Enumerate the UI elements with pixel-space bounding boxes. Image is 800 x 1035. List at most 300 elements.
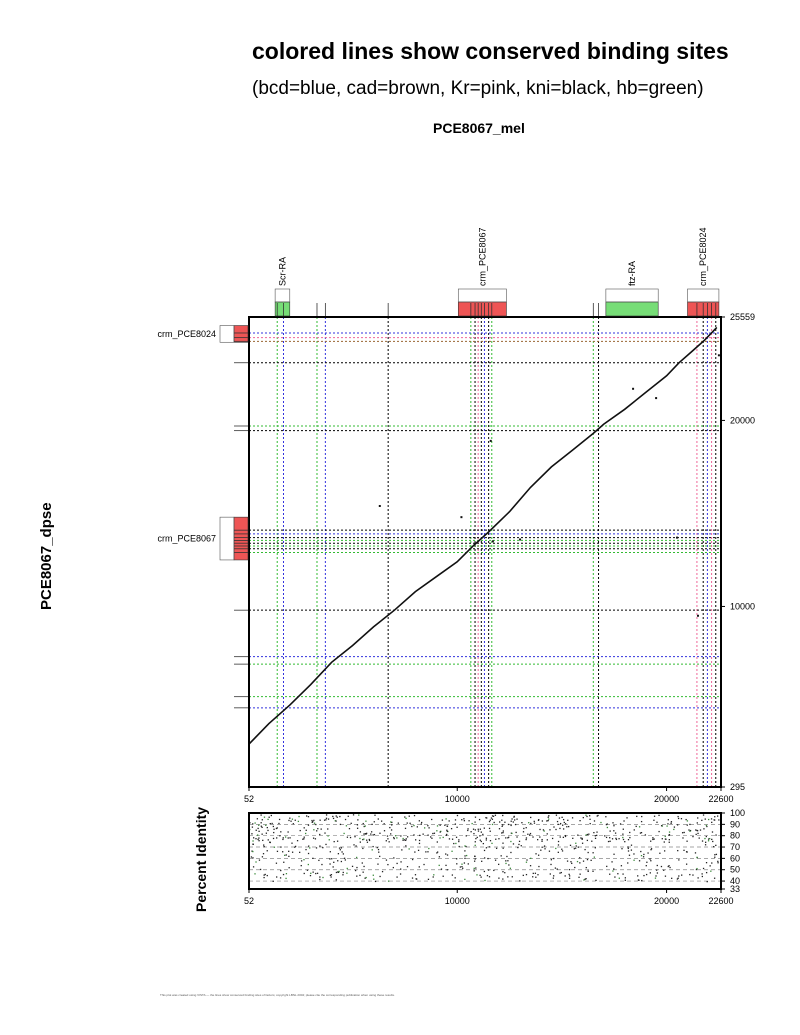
identity-dot: [478, 829, 479, 830]
identity-dot: [266, 833, 267, 834]
identity-dot: [704, 838, 705, 839]
identity-dot: [319, 845, 320, 846]
identity-dot: [422, 833, 423, 834]
identity-dot: [356, 857, 357, 858]
identity-dot: [507, 860, 508, 861]
x-tick-label: 22600: [708, 794, 734, 804]
identity-dot: [538, 820, 539, 821]
identity-dot: [588, 871, 589, 872]
identity-dot: [297, 840, 298, 841]
identity-dot: [263, 844, 264, 845]
identity-dot: [401, 849, 402, 850]
identity-dot: [360, 831, 361, 832]
identity-dot: [647, 852, 648, 853]
identity-dot: [530, 865, 531, 866]
identity-dot: [665, 836, 666, 837]
identity-dot: [523, 831, 524, 832]
identity-dot: [578, 877, 579, 878]
identity-dot: [505, 863, 506, 864]
x-tick-label: 10000: [444, 794, 470, 804]
identity-dot: [434, 833, 435, 834]
annotation-bracket: [458, 289, 506, 302]
identity-dot: [495, 860, 496, 861]
x-annotation-label: Scr-RA: [277, 257, 288, 286]
identity-dot: [352, 866, 353, 867]
identity-dot: [283, 837, 284, 838]
identity-dot: [513, 816, 514, 817]
identity-dot: [701, 873, 702, 874]
annotation-bracket: [275, 289, 290, 302]
identity-dot: [446, 830, 447, 831]
identity-dot: [553, 875, 554, 876]
footer-note: This plot was created using VISTA — the lines show conserved binding sites of factors; copyright LBNL 2004; please cite the corresponding publication when using these results.: [160, 994, 395, 997]
plot-background: [249, 317, 721, 787]
identity-dot: [299, 852, 300, 853]
identity-dot: [499, 821, 500, 822]
identity-dot: [532, 836, 533, 837]
identity-dot: [708, 819, 709, 820]
identity-dot: [649, 858, 650, 859]
identity-dot: [555, 829, 556, 830]
identity-dot: [587, 840, 588, 841]
identity-dot: [539, 829, 540, 830]
identity-dot: [421, 822, 422, 823]
identity-dot: [276, 837, 277, 838]
identity-dot: [400, 835, 401, 836]
alignment-hit-point: [492, 540, 494, 542]
identity-dot: [317, 873, 318, 874]
identity-dot: [348, 816, 349, 817]
identity-dot: [431, 838, 432, 839]
identity-dot: [640, 851, 641, 852]
identity-dot: [504, 822, 505, 823]
identity-dot: [303, 859, 304, 860]
identity-dot: [405, 840, 406, 841]
identity-dot: [627, 846, 628, 847]
identity-dot: [453, 843, 454, 844]
identity-dot: [261, 822, 262, 823]
identity-dot: [377, 864, 378, 865]
identity-dot: [363, 833, 364, 834]
x-tick-label: 20000: [654, 794, 680, 804]
identity-dot: [285, 878, 286, 879]
identity-dot: [445, 818, 446, 819]
identity-dot: [276, 863, 277, 864]
identity-dot: [687, 824, 688, 825]
identity-dot: [353, 814, 354, 815]
identity-x-tick-label: 52: [243, 896, 255, 906]
identity-dot: [484, 871, 485, 872]
identity-dot: [393, 857, 394, 858]
identity-dot: [712, 831, 713, 832]
identity-dot: [321, 864, 322, 865]
identity-dot: [511, 821, 512, 822]
identity-dot: [658, 815, 659, 816]
identity-dot: [487, 858, 488, 859]
identity-dot: [330, 851, 331, 852]
identity-dot: [389, 841, 390, 842]
identity-dot: [692, 874, 693, 875]
identity-dot: [479, 875, 480, 876]
identity-dot: [562, 850, 563, 851]
identity-dot: [479, 835, 480, 836]
identity-dot: [633, 860, 634, 861]
identity-dot: [451, 828, 452, 829]
identity-dot: [514, 819, 515, 820]
identity-dot: [523, 828, 524, 829]
identity-dot: [643, 875, 644, 876]
identity-dot: [548, 815, 549, 816]
identity-dot: [559, 828, 560, 829]
identity-dot: [562, 825, 563, 826]
identity-dot: [414, 851, 415, 852]
identity-dot: [484, 827, 485, 828]
identity-dot: [398, 822, 399, 823]
identity-dot: [612, 822, 613, 823]
identity-dot: [300, 830, 301, 831]
identity-dot: [664, 841, 665, 842]
identity-dot: [252, 823, 253, 824]
identity-dot: [362, 848, 363, 849]
identity-dot: [669, 834, 670, 835]
identity-dot: [377, 847, 378, 848]
identity-dot: [253, 837, 254, 838]
identity-dot: [628, 848, 629, 849]
identity-dot: [516, 836, 517, 837]
identity-dot: [654, 838, 655, 839]
identity-dot: [563, 837, 564, 838]
identity-dot: [689, 824, 690, 825]
identity-dot: [355, 870, 356, 871]
identity-dot: [464, 858, 465, 859]
identity-dot: [502, 878, 503, 879]
identity-dot: [712, 841, 713, 842]
identity-dot: [313, 829, 314, 830]
identity-dot: [687, 820, 688, 821]
identity-dot: [595, 835, 596, 836]
identity-dot: [260, 869, 261, 870]
identity-dot: [686, 841, 687, 842]
identity-dot: [335, 820, 336, 821]
identity-y-tick-label: 60: [730, 853, 741, 864]
identity-dot: [550, 873, 551, 874]
identity-dot: [621, 848, 622, 849]
identity-dot: [363, 872, 364, 873]
identity-dot: [628, 839, 629, 840]
identity-dot: [433, 874, 434, 875]
identity-dot: [437, 825, 438, 826]
identity-dot: [479, 819, 480, 820]
identity-dot: [373, 879, 374, 880]
identity-dot: [313, 838, 314, 839]
identity-dot: [505, 837, 506, 838]
identity-dot: [584, 849, 585, 850]
identity-dot: [487, 875, 488, 876]
identity-dot: [715, 834, 716, 835]
identity-dot: [390, 833, 391, 834]
identity-dot: [373, 875, 374, 876]
identity-dot: [661, 866, 662, 867]
identity-dot: [686, 864, 687, 865]
identity-dot: [262, 840, 263, 841]
identity-dot: [561, 872, 562, 873]
identity-dot: [714, 857, 715, 858]
identity-dot: [261, 834, 262, 835]
identity-dot: [315, 838, 316, 839]
identity-dot: [714, 878, 715, 879]
identity-dot: [547, 820, 548, 821]
identity-dot: [699, 837, 700, 838]
identity-dot: [441, 868, 442, 869]
identity-dot: [516, 818, 517, 819]
identity-dot: [475, 858, 476, 859]
identity-dot: [530, 817, 531, 818]
identity-dot: [548, 818, 549, 819]
identity-dot: [527, 834, 528, 835]
identity-dot: [357, 828, 358, 829]
identity-dot: [685, 819, 686, 820]
identity-dot: [349, 828, 350, 829]
identity-dot: [697, 822, 698, 823]
identity-dot: [526, 827, 527, 828]
identity-dot: [324, 820, 325, 821]
identity-dot: [600, 822, 601, 823]
identity-dot: [304, 837, 305, 838]
identity-dot: [253, 866, 254, 867]
identity-dot: [336, 815, 337, 816]
identity-dot: [464, 855, 465, 856]
identity-dot: [475, 829, 476, 830]
identity-dot: [671, 878, 672, 879]
identity-dot: [286, 873, 287, 874]
identity-dot: [711, 818, 712, 819]
x-tick-label: 52: [243, 794, 255, 804]
identity-dot: [396, 863, 397, 864]
identity-dot: [486, 847, 487, 848]
identity-dot: [629, 837, 630, 838]
identity-dot: [263, 874, 264, 875]
identity-dot: [367, 842, 368, 843]
identity-dot: [419, 820, 420, 821]
identity-dot: [549, 851, 550, 852]
identity-dot: [474, 868, 475, 869]
identity-dot: [570, 845, 571, 846]
identity-dot: [317, 828, 318, 829]
identity-dot: [476, 874, 477, 875]
identity-dot: [264, 846, 265, 847]
identity-dot: [692, 836, 693, 837]
identity-dot: [493, 870, 494, 871]
identity-dot: [378, 852, 379, 853]
identity-dot: [463, 818, 464, 819]
identity-dot: [657, 865, 658, 866]
identity-dot: [393, 837, 394, 838]
identity-dot: [530, 833, 531, 834]
identity-dot: [582, 843, 583, 844]
identity-dot: [499, 828, 500, 829]
identity-dot: [288, 851, 289, 852]
identity-dot: [714, 816, 715, 817]
identity-dot: [475, 841, 476, 842]
identity-dot: [371, 824, 372, 825]
identity-dot: [428, 848, 429, 849]
identity-dot: [417, 826, 418, 827]
identity-dot: [327, 828, 328, 829]
identity-dot: [655, 877, 656, 878]
identity-dot: [701, 820, 702, 821]
identity-dot: [558, 844, 559, 845]
identity-dot: [533, 873, 534, 874]
identity-dot: [665, 876, 666, 877]
identity-dot: [455, 823, 456, 824]
annotation-bracket: [688, 289, 719, 302]
identity-dot: [267, 875, 268, 876]
identity-dot: [659, 853, 660, 854]
identity-dot: [681, 818, 682, 819]
identity-dot: [439, 865, 440, 866]
identity-dot: [255, 861, 256, 862]
identity-dot: [461, 864, 462, 865]
identity-dot: [550, 864, 551, 865]
identity-dot: [639, 860, 640, 861]
identity-dot: [627, 862, 628, 863]
identity-dot: [305, 849, 306, 850]
identity-dot: [609, 830, 610, 831]
identity-dot: [419, 835, 420, 836]
identity-dot: [409, 848, 410, 849]
identity-dot: [558, 824, 559, 825]
identity-dot: [366, 840, 367, 841]
identity-dot: [582, 839, 583, 840]
identity-dot: [656, 869, 657, 870]
identity-dot: [456, 858, 457, 859]
identity-dot: [609, 841, 610, 842]
identity-dot: [274, 847, 275, 848]
identity-dot: [283, 874, 284, 875]
identity-axis-label: Percent Identity: [193, 806, 209, 912]
identity-dot: [684, 832, 685, 833]
identity-dot: [571, 863, 572, 864]
annotation-box-crm: [234, 517, 248, 560]
identity-dot: [464, 879, 465, 880]
identity-dot: [557, 821, 558, 822]
identity-dot: [590, 823, 591, 824]
identity-dot: [489, 876, 490, 877]
identity-dot: [461, 819, 462, 820]
identity-dot: [592, 871, 593, 872]
identity-dot: [519, 841, 520, 842]
identity-dot: [568, 826, 569, 827]
identity-dot: [443, 837, 444, 838]
identity-dot: [530, 823, 531, 824]
identity-dot: [521, 845, 522, 846]
identity-dot: [315, 873, 316, 874]
identity-dot: [433, 876, 434, 877]
y-annotation-label: crm_PCE8067: [157, 533, 216, 544]
identity-dot: [643, 856, 644, 857]
identity-dot: [658, 831, 659, 832]
identity-dot: [569, 875, 570, 876]
identity-dot: [351, 823, 352, 824]
identity-dot: [273, 838, 274, 839]
identity-dot: [462, 868, 463, 869]
identity-dot: [372, 849, 373, 850]
alignment-hit-point: [490, 440, 492, 442]
identity-dot: [413, 834, 414, 835]
identity-dot: [308, 853, 309, 854]
identity-dot: [467, 830, 468, 831]
identity-dot: [407, 836, 408, 837]
identity-dot: [652, 837, 653, 838]
identity-dot: [412, 877, 413, 878]
identity-dot: [605, 816, 606, 817]
identity-dot: [560, 823, 561, 824]
identity-dot: [363, 866, 364, 867]
identity-dot: [322, 877, 323, 878]
identity-dot: [613, 868, 614, 869]
identity-dot: [557, 868, 558, 869]
identity-dot: [688, 829, 689, 830]
identity-dot: [308, 816, 309, 817]
identity-dot: [678, 875, 679, 876]
identity-dot: [489, 846, 490, 847]
identity-dot: [350, 837, 351, 838]
identity-dot: [526, 862, 527, 863]
identity-dot: [650, 841, 651, 842]
identity-dot: [464, 820, 465, 821]
identity-dot: [481, 841, 482, 842]
identity-dot: [502, 832, 503, 833]
identity-dot: [623, 839, 624, 840]
identity-dot: [559, 872, 560, 873]
identity-dot: [436, 830, 437, 831]
identity-dot: [506, 856, 507, 857]
identity-dot: [386, 859, 387, 860]
identity-dot: [498, 878, 499, 879]
identity-dot: [641, 880, 642, 881]
identity-dot: [695, 829, 696, 830]
identity-dot: [257, 818, 258, 819]
identity-dot: [329, 863, 330, 864]
identity-dot: [670, 823, 671, 824]
identity-dot: [449, 838, 450, 839]
identity-dot: [374, 834, 375, 835]
identity-dot: [617, 873, 618, 874]
identity-dot: [661, 825, 662, 826]
identity-dot: [583, 861, 584, 862]
identity-dot: [510, 825, 511, 826]
identity-dot: [258, 840, 259, 841]
identity-dot: [458, 841, 459, 842]
identity-dot: [257, 828, 258, 829]
identity-dot: [400, 873, 401, 874]
identity-dot: [563, 819, 564, 820]
identity-dot: [540, 850, 541, 851]
identity-dot: [316, 830, 317, 831]
identity-dot: [666, 825, 667, 826]
identity-dot: [645, 834, 646, 835]
identity-dot: [365, 833, 366, 834]
identity-dot: [695, 852, 696, 853]
identity-dot: [261, 826, 262, 827]
identity-dot: [537, 839, 538, 840]
identity-dot: [319, 876, 320, 877]
identity-dot: [606, 837, 607, 838]
identity-dot: [530, 858, 531, 859]
identity-dot: [458, 839, 459, 840]
identity-dot: [492, 819, 493, 820]
identity-dot: [293, 823, 294, 824]
